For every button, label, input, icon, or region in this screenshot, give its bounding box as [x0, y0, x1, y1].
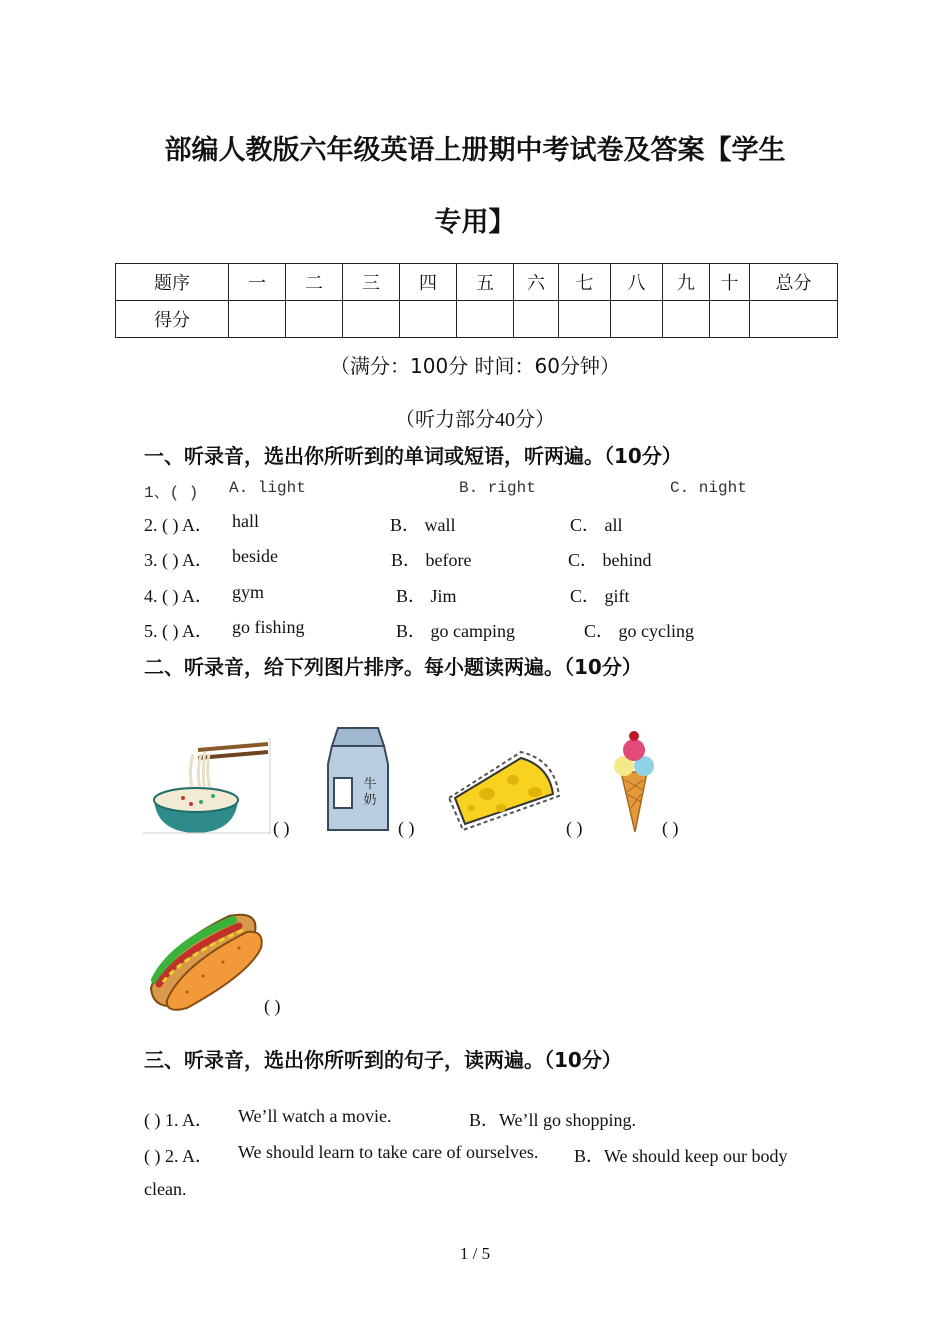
- s3-q2-option-b-continued: clean.: [144, 1179, 187, 1199]
- q1-number: 1、( ): [144, 484, 199, 502]
- milk-label-1: 牛: [363, 777, 377, 792]
- score-input-cell[interactable]: [343, 301, 400, 338]
- table-cell: 得分: [116, 301, 229, 338]
- q2-option-a[interactable]: hall: [232, 511, 259, 531]
- q1-option-b[interactable]: B. right: [459, 479, 536, 497]
- table-cell: 题序: [116, 264, 229, 301]
- table-cell: 八: [611, 264, 663, 301]
- table-cell: 三: [343, 264, 400, 301]
- page-number: 1 / 5: [459, 1244, 491, 1263]
- hot-dog-picture: [143, 908, 267, 1014]
- score-input-cell[interactable]: [611, 301, 663, 338]
- table-cell: 五: [457, 264, 514, 301]
- q4-option-c[interactable]: C． gift: [570, 586, 630, 606]
- page-title-line2: 专用】: [434, 207, 516, 238]
- picture-answer-blank-1[interactable]: ( ): [273, 818, 290, 838]
- q4-option-b[interactable]: B． Jim: [396, 586, 457, 606]
- picture-answer-blank-4[interactable]: ( ): [662, 818, 679, 838]
- score-input-cell[interactable]: [229, 301, 286, 338]
- q4-number: 4. ( ) A．: [144, 586, 213, 606]
- table-cell: 二: [286, 264, 343, 301]
- score-input-cell[interactable]: [286, 301, 343, 338]
- picture-answer-blank-3[interactable]: ( ): [566, 818, 583, 838]
- q2-option-b[interactable]: B． wall: [390, 515, 456, 535]
- q1-option-a[interactable]: A. light: [229, 479, 306, 497]
- section1-title: 一、听录音，选出你所听到的单词或短语，听两遍。（10分）: [144, 444, 682, 468]
- milk-carton-picture: [322, 726, 392, 834]
- full-marks-info: （满分：100分 时间：60分钟）: [330, 354, 620, 378]
- q1-option-c[interactable]: C. night: [670, 479, 747, 497]
- q2-option-c[interactable]: C． all: [570, 515, 623, 535]
- section2-title: 二、听录音，给下列图片排序。每小题读两遍。（10分）: [144, 655, 642, 679]
- noodles-picture: [143, 738, 271, 834]
- s3-q1-option-a[interactable]: We’ll watch a movie.: [238, 1106, 392, 1126]
- score-input-cell[interactable]: [400, 301, 457, 338]
- score-table-score-row: [116, 301, 838, 338]
- score-table: [115, 263, 838, 338]
- listening-header: （听力部分40分）: [395, 409, 555, 431]
- picture-answer-blank-5[interactable]: ( ): [264, 996, 281, 1016]
- q3-number: 3. ( ) A．: [144, 550, 213, 570]
- q5-number: 5. ( ) A．: [144, 621, 213, 641]
- score-input-cell[interactable]: [514, 301, 559, 338]
- s3-q2-option-a[interactable]: We should learn to take care of ourselves.: [238, 1142, 539, 1162]
- table-cell: 十: [710, 264, 750, 301]
- q5-option-b[interactable]: B． go camping: [396, 621, 515, 641]
- s3-q2-option-b[interactable]: B．We should keep our body: [574, 1146, 788, 1166]
- table-cell: 六: [514, 264, 559, 301]
- q2-number: 2. ( ) A．: [144, 515, 213, 535]
- q3-option-c[interactable]: C． behind: [568, 550, 652, 570]
- section3-title: 三、听录音，选出你所听到的句子，读两遍。（10分）: [144, 1048, 622, 1072]
- q5-option-a[interactable]: go fishing: [232, 617, 305, 637]
- q5-option-c[interactable]: C． go cycling: [584, 621, 694, 641]
- score-input-cell[interactable]: [457, 301, 514, 338]
- table-cell: 总分: [750, 264, 838, 301]
- table-cell: 一: [229, 264, 286, 301]
- s3-q2-number: ( ) 2. A．: [144, 1146, 213, 1166]
- score-input-cell[interactable]: [559, 301, 611, 338]
- ice-cream-picture: [609, 728, 659, 834]
- q4-option-a[interactable]: gym: [232, 582, 265, 602]
- table-cell: 四: [400, 264, 457, 301]
- score-input-cell[interactable]: [710, 301, 750, 338]
- milk-label-2: 奶: [363, 793, 377, 808]
- score-input-cell[interactable]: [750, 301, 838, 338]
- q3-option-a[interactable]: beside: [232, 546, 278, 566]
- cheese-picture: [443, 746, 565, 834]
- s3-q1-option-b[interactable]: B．We’ll go shopping.: [469, 1110, 637, 1130]
- score-input-cell[interactable]: [663, 301, 710, 338]
- s3-q1-number: ( ) 1. A．: [144, 1110, 213, 1130]
- table-cell: 九: [663, 264, 710, 301]
- table-cell: 七: [559, 264, 611, 301]
- score-table-header-row: [116, 264, 838, 301]
- picture-answer-blank-2[interactable]: ( ): [398, 818, 415, 838]
- q3-option-b[interactable]: B． before: [391, 550, 472, 570]
- page-title-line1: 部编人教版六年级英语上册期中考试卷及答案【学生: [164, 135, 786, 166]
